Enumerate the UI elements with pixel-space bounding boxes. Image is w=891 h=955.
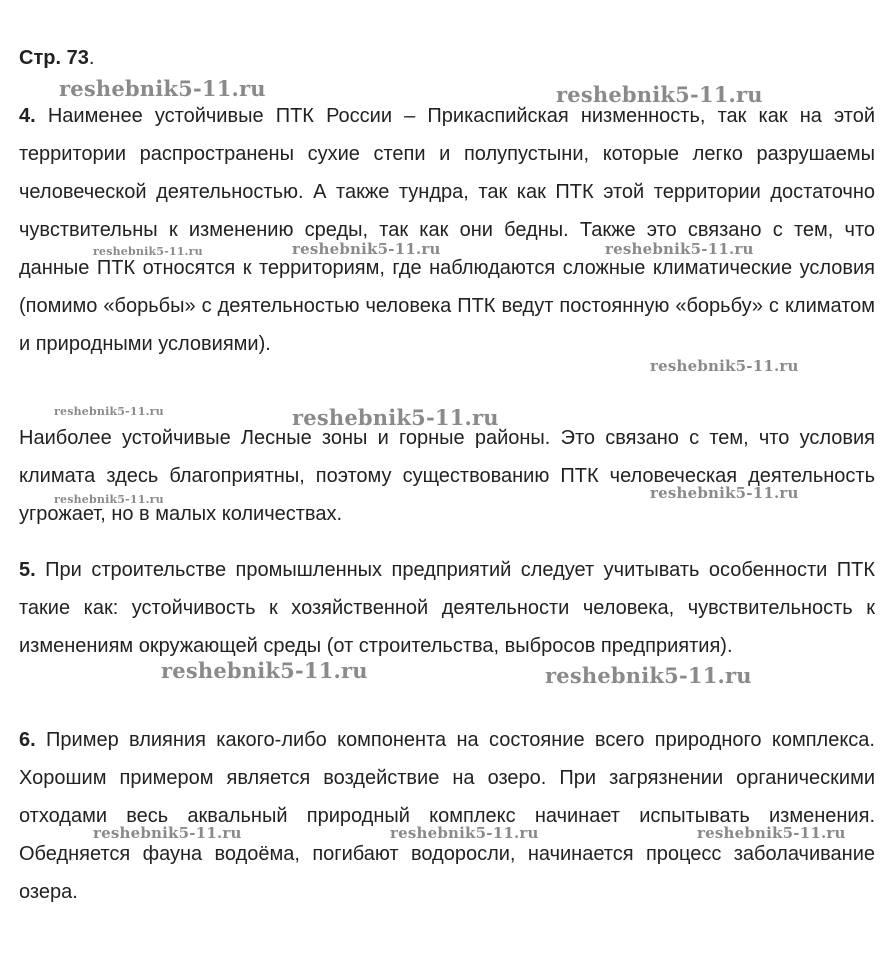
page-number-label: Стр. 73 (19, 47, 89, 69)
answer-5-number: 5. (19, 559, 36, 581)
answer-4b-text: Наиболее устойчивые Лесные зоны и горные районы. Это связано с тем, что условия климата здесь благоприятны, поэтому существованию ПТК человеческая деятельность угрожает, но в малых количествах. (19, 427, 875, 525)
watermark: reshebnik5-11.ru (93, 245, 203, 258)
answer-6-number: 6. (19, 729, 36, 751)
watermark: reshebnik5-11.ru (650, 484, 799, 502)
watermark: reshebnik5-11.ru (54, 493, 164, 506)
watermark: reshebnik5-11.ru (292, 405, 499, 430)
answer-5-text: При строительстве промышленных предприятий следует учитывать особенности ПТК такие как: устойчивость к хозяйственной деятельности человека, чувствительность к изменениям окружающей среды (от строительства, выбросов предприятия). (19, 559, 875, 657)
watermark: reshebnik5-11.ru (59, 76, 266, 101)
watermark: reshebnik5-11.ru (161, 658, 368, 683)
watermark: reshebnik5-11.ru (556, 82, 763, 107)
watermark: reshebnik5-11.ru (54, 405, 164, 418)
page-header (19, 45, 94, 71)
answer-4-text: Наименее устойчивые ПТК России – Прикаспийская низменность, так как на этой территории распространены сухие степи и полупустыни, которые легко разрушаемы человеческой деятельностью. А также тундра, так как ПТК этой территории достаточно чувствительны к изменению среды, так как они бедны. Также это связано с тем, что данные ПТК относятся к территориям, где наблюдаются сложные климатические условия (помимо «борьбы» с деятельностью человека ПТК ведут постоянную «борьбу» с климатом и природными условиями). (19, 105, 875, 355)
watermark: reshebnik5-11.ru (697, 824, 846, 842)
page-number-dot: . (88, 47, 95, 69)
watermark: reshebnik5-11.ru (390, 824, 539, 842)
watermark: reshebnik5-11.ru (93, 824, 242, 842)
watermark: reshebnik5-11.ru (605, 240, 754, 258)
answer-5-paragraph (19, 551, 875, 665)
watermark: reshebnik5-11.ru (292, 240, 441, 258)
answer-4-paragraph (19, 97, 875, 363)
answer-4-continuation (19, 419, 875, 533)
answer-6-paragraph (19, 721, 875, 911)
answer-4-number: 4. (19, 105, 36, 127)
watermark: reshebnik5-11.ru (545, 663, 752, 688)
watermark: reshebnik5-11.ru (650, 357, 799, 375)
answer-6-text: Пример влияния какого-либо компонента на состояние всего природного комплекса. Хорошим примером является воздействие на озеро. При загрязнении органическими отходами весь аквальный природный комплекс начинает испытывать изменения. Обедняется фауна водоёма, погибают водоросли, начинается процесс заболачивание озера. (19, 729, 875, 903)
